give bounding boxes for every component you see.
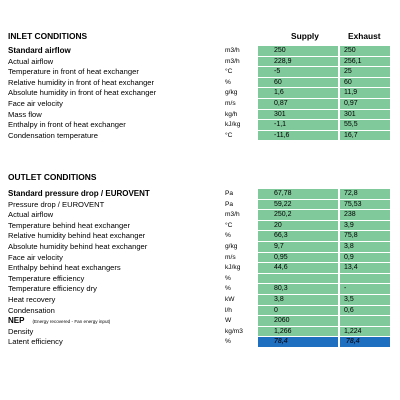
row-label-text: Temperature in front of heat exchanger [8, 67, 139, 77]
row-label-text: Relative humidity in front of heat exchanger [8, 77, 155, 87]
exhaust-value: 256,1 [340, 57, 390, 68]
supply-value: 78,4 [258, 337, 338, 348]
table-row [0, 231, 400, 242]
exhaust-value: 75,8 [340, 231, 390, 242]
row-label [8, 200, 104, 211]
table-row [0, 337, 400, 348]
exhaust-value [340, 316, 390, 327]
supply-value: 44,6 [258, 263, 338, 274]
row-label [8, 337, 63, 348]
row-label-text: Latent efficiency [8, 337, 63, 347]
row-unit: kJ/kg [225, 264, 241, 272]
supply-value [258, 274, 338, 285]
row-label-text: Actual airflow [8, 210, 54, 220]
row-label-text: Pressure drop / EUROVENT [8, 199, 105, 209]
table-row [0, 189, 400, 200]
row-unit: °C [225, 131, 233, 139]
row-label [8, 57, 53, 68]
supply-value: -11,6 [258, 131, 338, 142]
supply-value: 3,8 [258, 295, 338, 306]
row-label [8, 242, 147, 253]
row-label-text: Absolute humidity in front of heat exchanger [8, 88, 157, 98]
inlet-section-title: INLET CONDITIONS [8, 31, 88, 41]
supply-value: 1,6 [258, 88, 338, 99]
exhaust-value: 25 [340, 67, 390, 78]
row-unit: % [225, 338, 231, 346]
row-label [8, 327, 33, 338]
row-unit: m3/h [225, 211, 240, 219]
supply-value: 9,7 [258, 242, 338, 253]
supply-value: -5 [258, 67, 338, 78]
table-row [0, 221, 400, 232]
row-label [8, 284, 97, 295]
row-unit: % [225, 78, 231, 86]
row-label-text: Face air velocity [8, 98, 63, 108]
row-label [8, 46, 71, 57]
outlet-table [0, 189, 400, 348]
table-row [0, 200, 400, 211]
row-label [8, 295, 55, 306]
table-row [0, 131, 400, 142]
supply-value: 301 [258, 110, 338, 121]
row-label-text: Standard pressure drop / EUROVENT [8, 189, 150, 198]
row-label [8, 306, 55, 317]
table-row [0, 242, 400, 253]
row-unit: °C [225, 221, 233, 229]
row-label-text: Mass flow [8, 109, 42, 119]
table-row [0, 78, 400, 89]
supply-value: 2060 [258, 316, 338, 327]
supply-value: 20 [258, 221, 338, 232]
table-row [0, 306, 400, 317]
supply-column-header: Supply [291, 31, 319, 41]
exhaust-value: 3,9 [340, 221, 390, 232]
supply-value: 80,3 [258, 284, 338, 295]
exhaust-value: 75,53 [340, 200, 390, 211]
exhaust-value: 13,4 [340, 263, 390, 274]
row-label [8, 67, 139, 78]
row-label [8, 210, 53, 221]
exhaust-value: 3,8 [340, 242, 390, 253]
supply-value: 66,3 [258, 231, 338, 242]
table-row [0, 284, 400, 295]
row-label-text: Face air velocity [8, 252, 63, 262]
row-label [8, 231, 145, 242]
row-label [8, 131, 98, 142]
exhaust-value [340, 274, 390, 285]
table-row [0, 110, 400, 121]
row-unit: g/kg [225, 89, 238, 97]
row-label-text: Condensation [8, 305, 55, 315]
row-label [8, 88, 156, 99]
exhaust-value: 250 [340, 46, 390, 57]
exhaust-value: 3,5 [340, 295, 390, 306]
supply-value: 67,78 [258, 189, 338, 200]
row-unit: Pa [225, 200, 234, 208]
supply-value: 250 [258, 46, 338, 57]
row-label [8, 274, 84, 285]
row-label [8, 99, 63, 110]
row-unit: kg/h [225, 110, 238, 118]
row-unit: % [225, 285, 231, 293]
supply-value: 228,9 [258, 57, 338, 68]
outlet-section-title: OUTLET CONDITIONS [8, 172, 97, 182]
exhaust-value: - [340, 284, 390, 295]
supply-value: -1,1 [258, 120, 338, 131]
row-unit: Pa [225, 190, 234, 197]
row-unit: m3/h [225, 47, 240, 54]
row-unit: °C [225, 68, 233, 76]
row-label [8, 221, 130, 232]
table-row [0, 327, 400, 338]
row-label [8, 253, 63, 264]
exhaust-column-header: Exhaust [348, 31, 381, 41]
row-unit: m3/h [225, 57, 240, 65]
row-label [8, 189, 150, 200]
table-row [0, 120, 400, 131]
table-row [0, 99, 400, 110]
exhaust-value: 60 [340, 78, 390, 89]
exhaust-value: 16,7 [340, 131, 390, 142]
row-label-text: Temperature efficiency dry [8, 284, 97, 294]
row-label-text: Temperature behind heat exchanger [8, 220, 131, 230]
table-row [0, 253, 400, 264]
row-unit: kW [225, 295, 235, 303]
table-row [0, 46, 400, 57]
row-label-text: Actual airflow [8, 56, 54, 66]
row-unit: l/h [225, 306, 232, 314]
row-label-text: Condensation temperature [8, 130, 98, 140]
table-row [0, 295, 400, 306]
exhaust-value: 11,9 [340, 88, 390, 99]
table-row [0, 274, 400, 285]
row-label [8, 120, 126, 131]
row-unit: % [225, 232, 231, 240]
table-row [0, 57, 400, 68]
supply-value: 1,266 [258, 327, 338, 338]
row-unit: % [225, 274, 231, 282]
row-label-text: Enthalpy in front of heat exchanger [8, 120, 126, 130]
row-label-text: Enthalpy behind heat exchangers [8, 263, 121, 273]
row-unit: kg/m3 [225, 327, 243, 335]
exhaust-value: 0,6 [340, 306, 390, 317]
table-row [0, 263, 400, 274]
table-row [0, 210, 400, 221]
row-label-note: (Energy recovered - Fan energy input) [32, 319, 111, 325]
supply-value: 59,22 [258, 200, 338, 211]
row-label-text: Absolute humidity behind heat exchanger [8, 241, 148, 251]
row-label-text: Density [8, 326, 34, 336]
supply-value: 250,2 [258, 210, 338, 221]
row-label-text: Temperature efficiency [8, 273, 85, 283]
row-label [8, 110, 42, 121]
exhaust-value: 238 [340, 210, 390, 221]
table-row [0, 88, 400, 99]
supply-value: 0,95 [258, 253, 338, 264]
supply-value: 60 [258, 78, 338, 89]
row-label-text: Heat recovery [8, 294, 56, 304]
row-label-text: Standard airflow [8, 46, 71, 55]
exhaust-value: 0,97 [340, 99, 390, 110]
exhaust-value: 72,8 [340, 189, 390, 200]
row-label [8, 78, 154, 89]
row-unit: g/kg [225, 242, 238, 250]
row-unit: W [225, 317, 232, 325]
row-label-text: Relative humidity behind heat exchanger [8, 231, 146, 241]
row-unit: kJ/kg [225, 121, 241, 129]
exhaust-value: 0,9 [340, 253, 390, 264]
row-unit: m/s [225, 253, 236, 261]
supply-value: 0,87 [258, 99, 338, 110]
supply-value: 0 [258, 306, 338, 317]
exhaust-value: 1,224 [340, 327, 390, 338]
row-label-text: NEP [8, 316, 25, 326]
row-unit: m/s [225, 99, 236, 107]
exhaust-value: 78,4 [340, 337, 390, 348]
table-row [0, 67, 400, 78]
exhaust-value: 55,5 [340, 120, 390, 131]
table-row [0, 316, 400, 327]
exhaust-value: 301 [340, 110, 390, 121]
row-label [8, 263, 121, 274]
inlet-table [0, 46, 400, 141]
